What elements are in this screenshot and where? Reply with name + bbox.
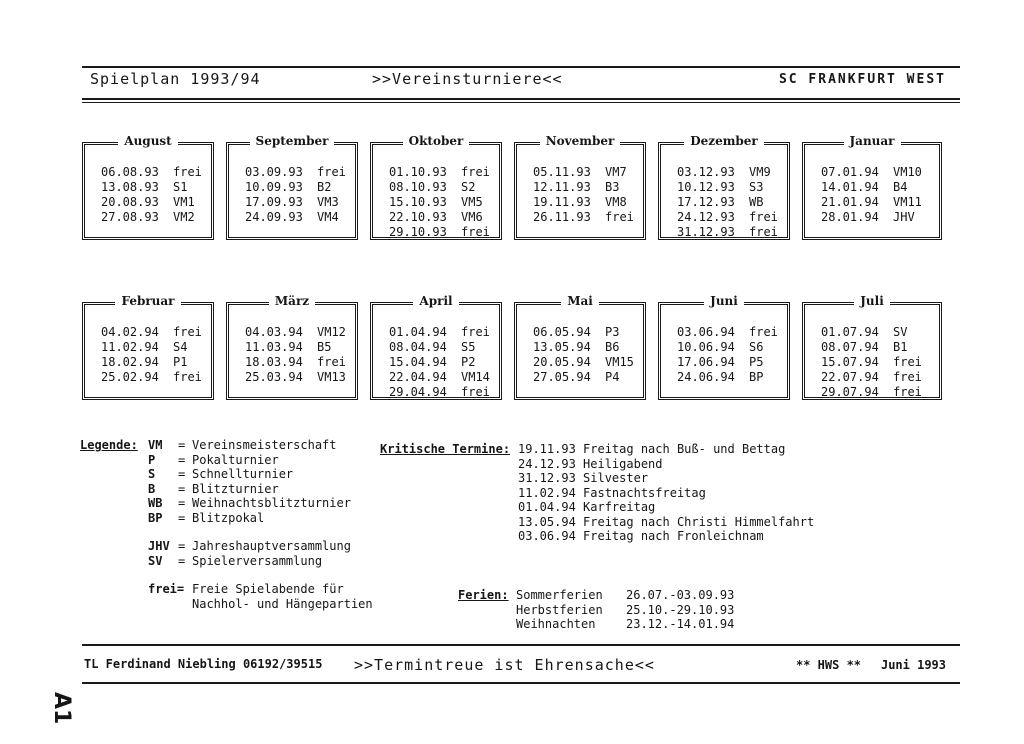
schedule-row (245, 370, 346, 385)
schedule-event: S5 (461, 340, 476, 354)
schedule-row (101, 165, 202, 180)
schedule-date: 15.07.94 (821, 355, 879, 369)
schedule-date: 27.05.94 (533, 370, 591, 384)
schedule-date: 25.03.94 (245, 370, 303, 384)
schedule-row (821, 325, 922, 340)
schedule-event: frei (893, 355, 922, 369)
month-title: April (373, 294, 499, 308)
schedule-event: VM12 (317, 325, 346, 339)
schedule-date: 19.11.93 (533, 195, 591, 209)
month-title: Oktober (373, 134, 499, 148)
schedule-row (677, 225, 778, 240)
schedule-date: 24.06.94 (677, 370, 735, 384)
schedule-event: S4 (173, 340, 188, 354)
footer-signature: ** HWS ** (796, 658, 862, 672)
schedule-row (821, 355, 922, 370)
month-entries (677, 165, 778, 240)
schedule-row (677, 370, 778, 385)
schedule-event: frei (749, 225, 778, 239)
month-entries (245, 165, 346, 225)
schedule-event: VM9 (749, 165, 771, 179)
schedule-date: 22.10.93 (389, 210, 447, 224)
schedule-date: 22.07.94 (821, 370, 879, 384)
month-entries (389, 165, 490, 240)
schedule-event: P5 (749, 355, 764, 369)
schedule-event: VM14 (461, 370, 490, 384)
schedule-row (389, 225, 490, 240)
schedule-event: B3 (605, 180, 620, 194)
month-box (370, 294, 502, 400)
schedule-event: frei (317, 165, 346, 179)
schedule-row (821, 165, 922, 180)
legend-item: SV = Spielerversammlung (148, 553, 323, 568)
schedule-event: frei (605, 210, 634, 224)
schedule-event: VM8 (605, 195, 627, 209)
schedule-row (677, 180, 778, 195)
month-entries (389, 325, 490, 400)
schedule-event: frei (749, 210, 778, 224)
legend-item: VM = Vereinsmeisterschaft (148, 438, 337, 452)
schedule-event: B4 (893, 180, 908, 194)
schedule-date: 08.04.94 (389, 340, 447, 354)
schedule-date: 27.08.93 (101, 210, 159, 224)
schedule-row (677, 325, 778, 340)
schedule-date: 28.01.94 (821, 210, 879, 224)
month-title: Mai (517, 294, 643, 308)
schedule-event: WB (749, 195, 764, 209)
schedule-row (821, 195, 922, 210)
schedule-row (677, 355, 778, 370)
schedule-event: VM4 (317, 210, 339, 224)
schedule-event: frei (173, 370, 202, 384)
critical-item: 03.06.94 Freitag nach Fronleichnam (518, 529, 764, 543)
schedule-row (821, 180, 922, 195)
schedule-date: 04.03.94 (245, 325, 303, 339)
header-rule (82, 98, 960, 100)
legend-heading: Legende: (80, 438, 138, 452)
month-title: Januar (805, 134, 939, 148)
holiday-item: Weihnachten 23.12.-14.01.94 (516, 617, 735, 631)
schedule-date: 10.09.93 (245, 180, 303, 194)
schedule-row (533, 355, 634, 370)
club-name: SC FRANKFURT WEST (778, 72, 946, 87)
schedule-date: 20.08.93 (101, 195, 159, 209)
schedule-row (533, 340, 634, 355)
critical-item: 31.12.93 Silvester (518, 471, 649, 485)
month-title: November (517, 134, 643, 148)
schedule-row (533, 195, 634, 210)
schedule-row (821, 340, 922, 355)
month-title: August (85, 134, 211, 148)
schedule-event: B2 (317, 180, 332, 194)
schedule-date: 15.04.94 (389, 355, 447, 369)
legend-item: P = Pokalturnier (148, 452, 279, 467)
month-box (802, 134, 942, 240)
schedule-event: VM5 (461, 195, 483, 209)
schedule-row (821, 210, 922, 225)
schedule-row (245, 180, 346, 195)
month-entries (821, 325, 922, 400)
schedule-row (677, 195, 778, 210)
critical-item: 01.04.94 Karfreitag (518, 500, 656, 514)
schedule-event: VM15 (605, 355, 634, 369)
schedule-date: 06.05.94 (533, 325, 591, 339)
month-entries (245, 325, 346, 385)
schedule-row (677, 340, 778, 355)
month-box (82, 134, 214, 240)
critical-item: 24.12.93 Heiligabend (518, 456, 663, 471)
schedule-row (101, 210, 202, 225)
month-entries (533, 325, 634, 385)
schedule-date: 17.06.94 (677, 355, 735, 369)
schedule-event: VM11 (893, 195, 922, 209)
schedule-date: 13.05.94 (533, 340, 591, 354)
schedule-event: frei (893, 385, 922, 399)
holiday-item: Herbstferien 25.10.-29.10.93 (516, 602, 735, 617)
schedule-event: P1 (173, 355, 188, 369)
page-number: A1 (49, 692, 74, 725)
schedule-date: 31.12.93 (677, 225, 735, 239)
critical-item: 19.11.93 Freitag nach Buß- und Bettag (518, 442, 786, 456)
schedule-date: 03.12.93 (677, 165, 735, 179)
schedule-event: B6 (605, 340, 620, 354)
holiday-item: Sommerferien 26.07.-03.09.93 (516, 588, 735, 602)
schedule-date: 06.08.93 (101, 165, 159, 179)
schedule-event: S6 (749, 340, 764, 354)
schedule-row (245, 340, 346, 355)
schedule-date: 22.04.94 (389, 370, 447, 384)
schedule-date: 25.02.94 (101, 370, 159, 384)
schedule-row (389, 210, 490, 225)
schedule-row (245, 355, 346, 370)
schedule-row (533, 210, 634, 225)
critical-item: 11.02.94 Fastnachtsfreitag (518, 485, 706, 500)
month-entries (533, 165, 634, 225)
month-box (658, 134, 790, 240)
schedule-row (533, 325, 634, 340)
schedule-row (101, 355, 202, 370)
month-box (658, 294, 790, 400)
schedule-event: BP (749, 370, 764, 384)
schedule-row (389, 180, 490, 195)
month-box (514, 134, 646, 240)
month-entries (821, 165, 922, 225)
month-entries (101, 165, 202, 225)
schedule-event: S3 (749, 180, 764, 194)
schedule-event: frei (749, 325, 778, 339)
month-title: Juni (661, 294, 787, 308)
schedule-event: S1 (173, 180, 188, 194)
month-entries (677, 325, 778, 385)
schedule-event: JHV (893, 210, 915, 224)
schedule-date: 24.09.93 (245, 210, 303, 224)
critical-item: 13.05.94 Freitag nach Christi Himmelfahrt (518, 514, 815, 529)
schedule-date: 17.09.93 (245, 195, 303, 209)
month-box (82, 294, 214, 400)
schedule-date: 26.11.93 (533, 210, 591, 224)
schedule-event: frei (461, 325, 490, 339)
schedule-row (389, 340, 490, 355)
schedule-row (389, 385, 490, 400)
header (90, 70, 950, 90)
schedule-event: VM3 (317, 195, 339, 209)
month-box (370, 134, 502, 240)
schedule-date: 13.08.93 (101, 180, 159, 194)
schedule-date: 11.02.94 (101, 340, 159, 354)
schedule-date: 29.10.93 (389, 225, 447, 239)
schedule-date: 07.01.94 (821, 165, 879, 179)
holidays-heading: Ferien: (458, 588, 509, 602)
schedule-event: B5 (317, 340, 332, 354)
month-box (226, 294, 358, 400)
schedule-date: 29.07.94 (821, 385, 879, 399)
schedule-event: P2 (461, 355, 476, 369)
schedule-date: 05.11.93 (533, 165, 591, 179)
schedule-event: frei (173, 325, 202, 339)
legend-frei: frei= Freie Spielabende für (148, 582, 344, 596)
schedule-row (245, 165, 346, 180)
schedule-row (389, 195, 490, 210)
header-rule-thin (82, 102, 960, 103)
schedule-event: B1 (893, 340, 908, 354)
schedule-date: 08.10.93 (389, 180, 447, 194)
schedule-event: VM10 (893, 165, 922, 179)
schedule-row (389, 325, 490, 340)
page-subtitle: >>Vereinsturniere<< (372, 70, 563, 88)
schedule-event: VM6 (461, 210, 483, 224)
footer-rule (82, 644, 960, 646)
schedule-event: frei (317, 355, 346, 369)
schedule-event: frei (173, 165, 202, 179)
month-title: Juli (805, 294, 939, 308)
schedule-row (389, 355, 490, 370)
legend-list (148, 438, 448, 611)
schedule-row (533, 370, 634, 385)
month-entries (101, 325, 202, 385)
schedule-row (389, 165, 490, 180)
month-box (802, 294, 942, 400)
schedule-date: 03.06.94 (677, 325, 735, 339)
footer-rule-bottom (82, 682, 960, 684)
schedule-row (821, 385, 922, 400)
schedule-date: 12.11.93 (533, 180, 591, 194)
schedule-event: frei (893, 370, 922, 384)
schedule-date: 29.04.94 (389, 385, 447, 399)
schedule-date: 18.03.94 (245, 355, 303, 369)
schedule-date: 17.12.93 (677, 195, 735, 209)
footer-motto: >>Termintreue ist Ehrensache<< (354, 656, 655, 674)
footer-contact: TL Ferdinand Niebling 06192/39515 (84, 657, 323, 671)
schedule-event: VM13 (317, 370, 346, 384)
holidays-list (516, 588, 756, 632)
schedule-row (533, 165, 634, 180)
schedule-event: VM7 (605, 165, 627, 179)
schedule-event: S2 (461, 180, 476, 194)
schedule-date: 15.10.93 (389, 195, 447, 209)
schedule-date: 01.04.94 (389, 325, 447, 339)
month-title: Februar (85, 294, 211, 308)
schedule-date: 20.05.94 (533, 355, 591, 369)
legend-frei-cont: Nachhol- und Hängepartien (192, 596, 373, 611)
critical-heading: Kritische Termine: (380, 442, 511, 456)
legend-item: BP = Blitzpokal (148, 510, 265, 525)
schedule-date: 01.07.94 (821, 325, 879, 339)
schedule-event: VM1 (173, 195, 195, 209)
top-rule (82, 66, 960, 68)
schedule-event: VM2 (173, 210, 195, 224)
schedule-row (101, 370, 202, 385)
schedule-row (821, 370, 922, 385)
schedule-event: P4 (605, 370, 620, 384)
schedule-date: 21.01.94 (821, 195, 879, 209)
schedule-row (677, 210, 778, 225)
schedule-row (245, 325, 346, 340)
page-title: Spielplan 1993/94 (90, 70, 261, 88)
schedule-row (101, 195, 202, 210)
schedule-date: 01.10.93 (389, 165, 447, 179)
schedule-event: frei (461, 225, 490, 239)
schedule-date: 11.03.94 (245, 340, 303, 354)
schedule-row (677, 165, 778, 180)
schedule-row (101, 340, 202, 355)
schedule-row (533, 180, 634, 195)
month-box (514, 294, 646, 400)
month-title: Dezember (661, 134, 787, 148)
legend-item: S = Schnellturnier (148, 467, 294, 481)
schedule-event: frei (461, 385, 490, 399)
schedule-date: 08.07.94 (821, 340, 879, 354)
schedule-date: 10.06.94 (677, 340, 735, 354)
schedule-event: frei (461, 165, 490, 179)
critical-list (518, 442, 848, 544)
legend-item: B = Blitzturnier (148, 481, 279, 496)
schedule-event: P3 (605, 325, 620, 339)
schedule-row (245, 195, 346, 210)
legend-item: WB = Weihnachtsblitzturnier (148, 496, 351, 510)
schedule-date: 18.02.94 (101, 355, 159, 369)
month-title: März (229, 294, 355, 308)
schedule-date: 14.01.94 (821, 180, 879, 194)
legend-item: JHV = Jahreshauptversammlung (148, 539, 351, 553)
schedule-row (245, 210, 346, 225)
schedule-date: 04.02.94 (101, 325, 159, 339)
schedule-row (101, 325, 202, 340)
schedule-row (101, 180, 202, 195)
schedule-date: 24.12.93 (677, 210, 735, 224)
schedule-row (389, 370, 490, 385)
month-box (226, 134, 358, 240)
schedule-date: 03.09.93 (245, 165, 303, 179)
schedule-date: 10.12.93 (677, 180, 735, 194)
schedule-event: SV (893, 325, 908, 339)
footer (84, 656, 954, 676)
footer-date: Juni 1993 (880, 658, 946, 672)
month-title: September (229, 134, 355, 148)
